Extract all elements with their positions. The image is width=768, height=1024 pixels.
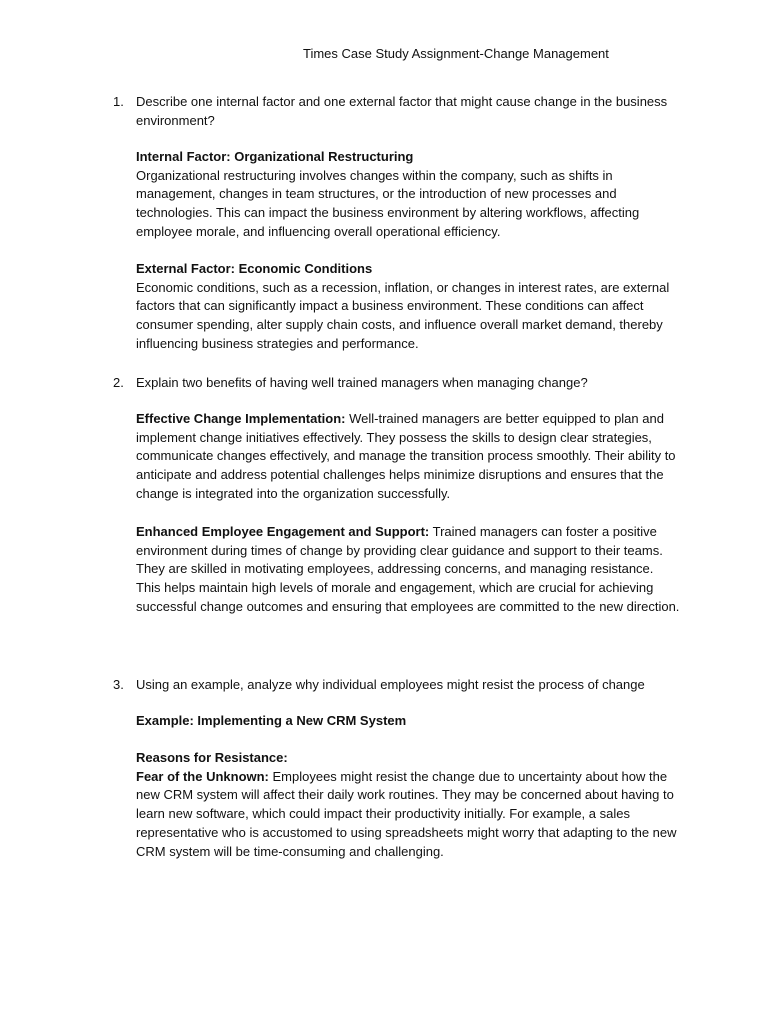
example-heading-block [136, 712, 681, 731]
question-3-number: 3. [113, 677, 124, 692]
document-title: Times Case Study Assignment-Change Management [303, 46, 609, 61]
question-1 [113, 92, 683, 130]
benefit-1-paragraph [136, 410, 681, 504]
question-2 [113, 373, 683, 392]
reason-1-lead: Fear of the Unknown: [136, 768, 269, 784]
internal-factor-heading: Internal Factor: Organizational Restructuring [136, 149, 414, 164]
question-3-text: Using an example, analyze why individual employees might resist the process of change [136, 677, 645, 692]
benefit-2-body: Trained managers can foster a positive environment during times of change by providing clear guidance and support to their teams. They are skilled in motivating employees, addressing concerns, and managing resistance. This helps maintain high levels of morale and engagement, which are crucial for achieving successful change outcomes and ensuring that employees are committed to the new direction. [136, 524, 680, 614]
question-3 [113, 675, 683, 694]
benefit-2-paragraph [136, 523, 681, 617]
resistance-section [136, 749, 681, 861]
reason-1-body: Employees might resist the change due to uncertainty about how the new CRM system will affect their daily work routines. They may be concerned about having to learn new software, which could impact their productivity initially. For example, a sales representative who is accustomed to using spreadsheets might worry that adapting to the new CRM system will be time-consuming and challenging. [136, 768, 677, 859]
question-1-number: 1. [113, 94, 124, 109]
benefit-1-lead: Effective Change Implementation: [136, 411, 346, 426]
internal-factor-body: Organizational restructuring involves changes within the company, such as shifts in management, changes in team structures, or the introduction of new processes and technologies. This can impact the business environment by altering workflows, affecting employee morale, and influencing overall operational efficiency. [136, 167, 640, 239]
reasons-heading: Reasons for Resistance: [136, 750, 288, 765]
external-factor-section [136, 260, 681, 354]
benefit-1-body: Well-trained managers are better equipped to plan and implement change initiatives effectively. They possess the skills to design clear strategies, communicate changes effectively, and manage the transition process smoothly. Their ability to anticipate and address potential challenges helps minimize disruptions and ensures that the change is integrated into the organization successfully. [136, 411, 676, 501]
benefit-2-lead: Enhanced Employee Engagement and Support: [136, 524, 430, 539]
reason-1-paragraph [136, 768, 681, 862]
example-heading: Example: Implementing a New CRM System [136, 713, 407, 728]
internal-factor-section [136, 148, 681, 242]
question-2-text: Explain two benefits of having well trained managers when managing change? [136, 375, 588, 390]
external-factor-body: Economic conditions, such as a recession, inflation, or changes in interest rates, are external factors that can significantly impact a business environment. These conditions can affect consumer spending, alter supply chain costs, and influence overall market demand, thereby influencing business strategies and performance. [136, 279, 670, 351]
question-1-text: Describe one internal factor and one external factor that might cause change in the business environment? [136, 94, 668, 128]
question-2-number: 2. [113, 375, 124, 390]
external-factor-heading: External Factor: Economic Conditions [136, 261, 373, 276]
